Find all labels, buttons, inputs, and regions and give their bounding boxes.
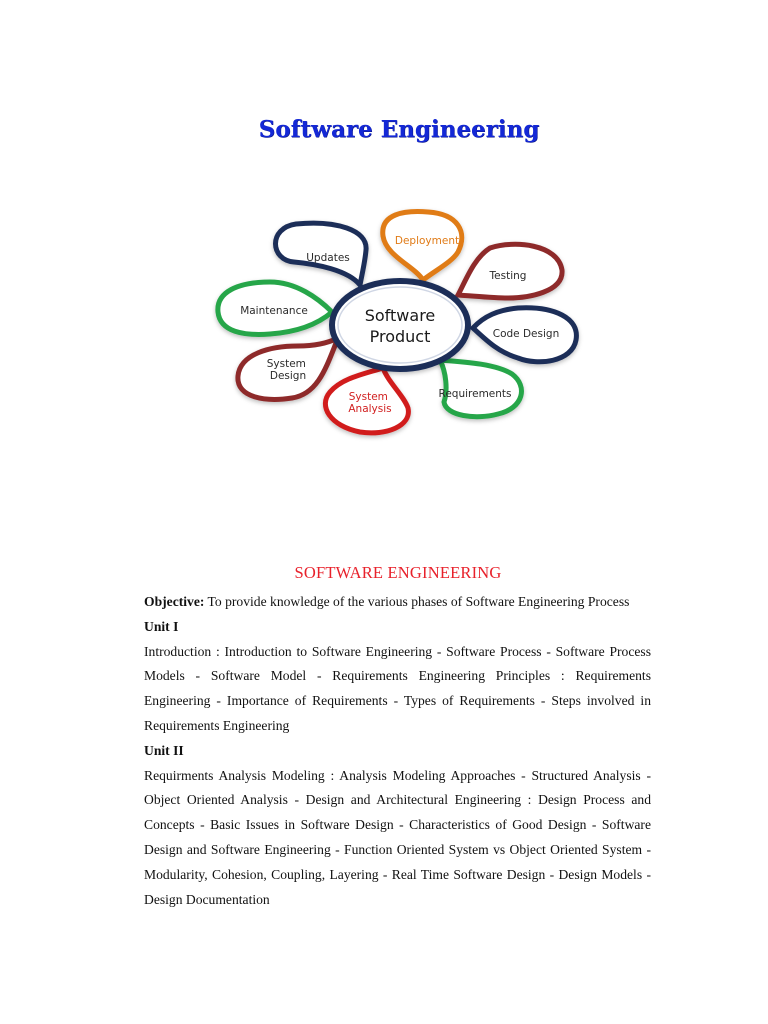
- petal-system-analysis: [325, 368, 408, 433]
- petal-system-design: [238, 338, 338, 399]
- system-analysis-line-2: Analysis: [348, 403, 392, 415]
- system-design-line-2: Design: [269, 370, 307, 382]
- core-label-line-1: Software: [364, 306, 436, 325]
- core-software-product: [332, 281, 468, 369]
- objective-text: To provide knowledge of the various phases of Software Engineering Process: [204, 594, 630, 609]
- node-label-code-design: Code Design: [492, 328, 560, 340]
- unit-1-heading: Unit I: [144, 618, 179, 634]
- section-heading: SOFTWARE ENGINEERING: [294, 563, 502, 582]
- node-label-updates: Updates: [306, 252, 350, 264]
- node-label-maintenance: Maintenance: [240, 305, 308, 317]
- petal-deployment: [383, 212, 462, 280]
- node-label-testing: Testing: [489, 270, 527, 282]
- software-product-diagram: [208, 200, 588, 445]
- node-label-system-design: [267, 358, 310, 382]
- objective-label: Objective:: [144, 594, 205, 609]
- objective-paragraph: [144, 590, 651, 615]
- diagram-svg: [208, 200, 588, 445]
- system-design-line-1: System: [266, 358, 306, 370]
- petal-maintenance: [218, 282, 332, 334]
- petal-code-design: [473, 308, 576, 362]
- petal-updates: [276, 223, 367, 285]
- node-label-deployment: Deployment: [394, 235, 460, 247]
- core-label-line-2: Product: [369, 327, 431, 346]
- node-label-requirements: Requirements: [438, 388, 512, 400]
- unit-2-heading: Unit II: [144, 742, 184, 758]
- unit-2-text: Requirments Analysis Modeling : Analysis Modeling Approaches - Structured Analysis - Object Oriented Analysis - Design and Architectural Engineering : Design Process and Concepts - Basic Issues in Software Design - Characteristics of Good Design - Software Design and Software Engineering - Function Oriented System vs Object Oriented System - Modularity, Cohesion, Coupling, Layering - Real Time Software Design - Design Models - Design Documentation: [144, 767, 651, 907]
- page-title: Software Engineering: [258, 116, 540, 143]
- syllabus-content: [144, 590, 651, 912]
- unit-1-text: Introduction : Introduction to Software Engineering - Software Process - Software Process Models - Software Model - Requirements Engineering Principles : Requirements Engineering - Importance of Requirements - Types of Requirements - Steps involved in Requirements Engineering: [144, 643, 651, 733]
- node-label-system-analysis: [348, 391, 391, 415]
- petal-requirements: [439, 360, 522, 417]
- system-analysis-line-1: System: [348, 391, 388, 403]
- petal-testing: [458, 244, 562, 298]
